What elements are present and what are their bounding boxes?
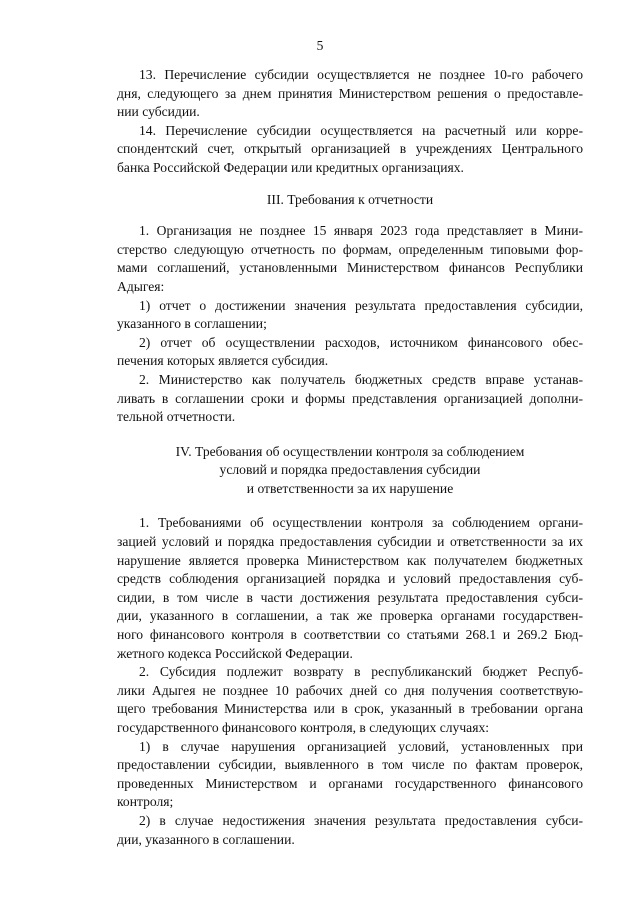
document-body <box>117 66 583 849</box>
section-3-item-2 <box>117 334 583 371</box>
text-line: 2. Министерство как получатель бюджетных средств вправе устанав- <box>139 371 583 387</box>
text-line: щего требования Министерства или в срок, указанный в требовании органа <box>117 701 583 717</box>
heading-line: условий и порядка предоставления субсидии <box>219 462 481 478</box>
text-line: ливать в соглашении сроки и формы представления организацией дополни- <box>117 390 583 406</box>
heading-line: III. Требования к отчетности <box>266 191 434 207</box>
text-line: указанного в соглашении; <box>117 316 267 332</box>
text-line: жетного кодекса Российской Федерации. <box>117 645 353 661</box>
section-4-item-1 <box>117 738 583 812</box>
section-3-paragraph-2 <box>117 371 583 427</box>
text-line: лики Адыгея не позднее 10 рабочих дней со дня получения соответствую- <box>117 682 583 698</box>
paragraph-14 <box>117 122 583 178</box>
text-line: предоставлении субсидии, выявленного в том числе по фактам проверок, <box>117 757 583 773</box>
text-line: 2) отчет об осуществлении расходов, источником финансового обес- <box>139 334 583 350</box>
heading-line: и ответственности за их нарушение <box>246 480 454 496</box>
text-line: спондентский счет, открытый организацией в учреждениях Центрального <box>117 141 583 157</box>
text-line: 13. Перечисление субсидии осуществляется не позднее 10-го рабочего <box>139 67 583 82</box>
text-line: контроля; <box>117 794 174 810</box>
section-4-item-2 <box>117 812 583 849</box>
heading-line: IV. Требования об осуществлении контроля за соблюдением <box>175 443 525 459</box>
text-line: нии субсидии. <box>117 104 200 120</box>
text-line: дии, указанного в соглашении. <box>117 831 295 847</box>
section-4-paragraph-1 <box>117 514 583 663</box>
section-3-heading <box>117 191 583 210</box>
text-line: банка Российской Федерации или кредитных организациях. <box>117 159 464 175</box>
text-line: Адыгея: <box>117 278 165 294</box>
section-3-paragraph-1 <box>117 222 583 296</box>
text-line: проведенных Министерством и органами государственного финансового <box>117 775 583 791</box>
section-4-heading <box>117 443 583 499</box>
section-3-item-1 <box>117 297 583 334</box>
page-number: 5 <box>316 38 324 53</box>
text-line: 2. Субсидия подлежит возврату в республиканский бюджет Респуб- <box>139 664 583 680</box>
text-line: нарушение является проверка Министерством как получателем бюджетных <box>117 552 583 568</box>
text-line: 1. Требованиями об осуществлении контроля за соблюдением органи- <box>139 515 583 531</box>
paragraph-13 <box>117 66 583 122</box>
text-line: 2) в случае недостижения значения результата предоставления субси- <box>139 812 583 828</box>
text-line: 1) отчет о достижении значения результата предоставления субсидии, <box>139 297 583 313</box>
text-line: дня, следующего за днем принятия Министерством решения о предоставле- <box>117 85 583 101</box>
text-line: 1. Организация не позднее 15 января 2023 года представляет в Мини- <box>139 223 583 239</box>
text-line: печения которых является субсидия. <box>117 353 329 369</box>
text-line: ного финансового контроля в соответствии со статьями 268.1 и 269.2 Бюд- <box>117 627 583 643</box>
section-4-paragraph-2 <box>117 663 583 737</box>
text-line: государственного финансового контроля, в следующих случаях: <box>117 720 490 735</box>
text-line: 1) в случае нарушения организацией условий, установленных при <box>139 738 583 754</box>
text-line: тельной отчетности. <box>117 409 236 425</box>
text-line: средств соблюдения организацией порядка и условий предоставления суб- <box>117 571 583 587</box>
text-line: стерство следующую отчетность по формам, определенным типовыми фор- <box>117 241 583 257</box>
text-line: дии, указанного в соглашении, а так же проверка органами государствен- <box>117 608 583 624</box>
text-line: сидии, в том числе в части достижения результата предоставления субси- <box>117 589 583 605</box>
text-line: зацией условий и порядка предоставления субсидии и ответственности за их <box>117 534 583 550</box>
text-line: 14. Перечисление субсидии осуществляется на расчетный или корре- <box>139 122 583 138</box>
text-line: мами соглашений, установленными Министерством финансов Республики <box>117 260 583 276</box>
